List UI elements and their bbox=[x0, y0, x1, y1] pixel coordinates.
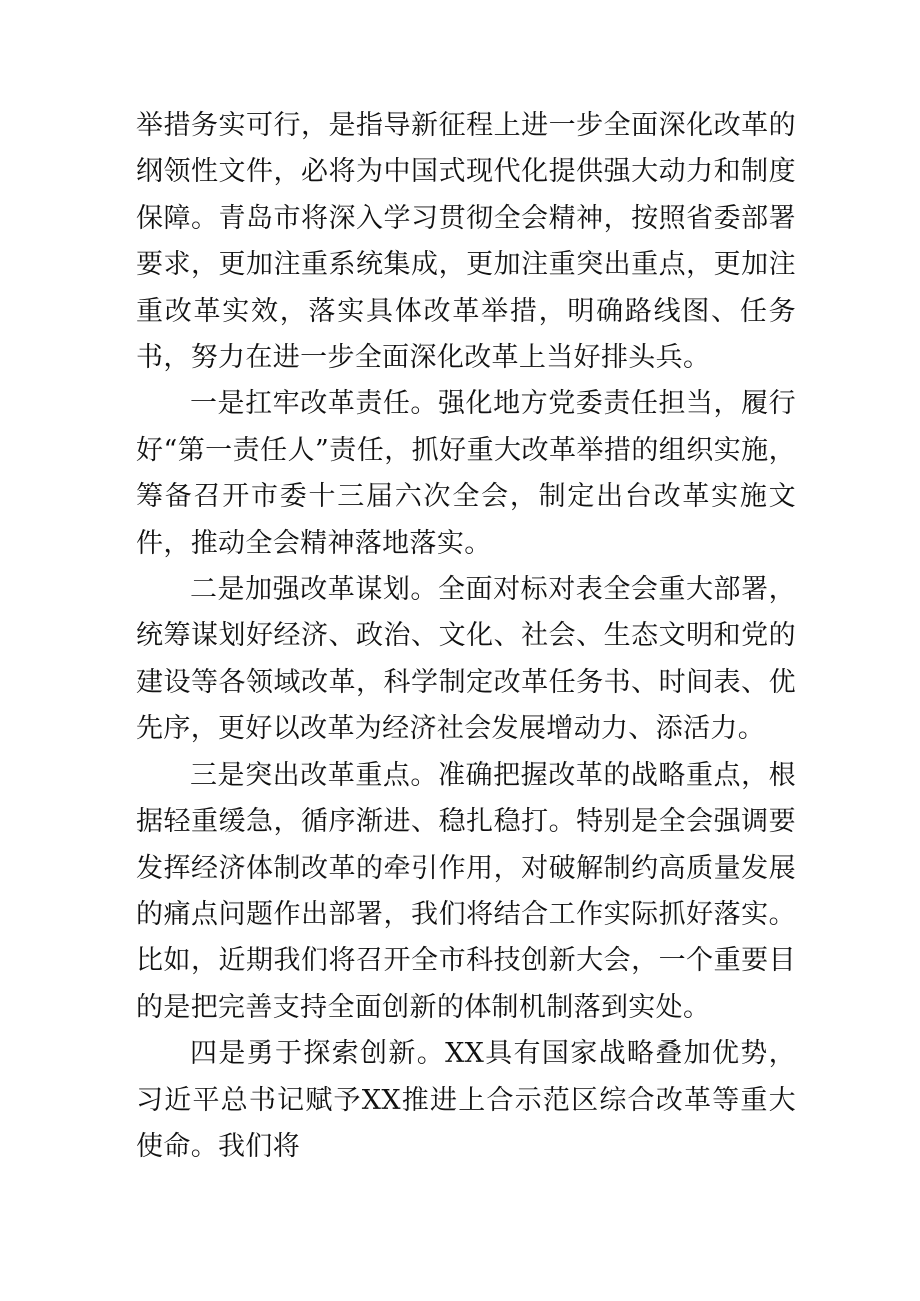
document-body bbox=[136, 103, 796, 1170]
paragraph-4: 三是突出改革重点。准确把握改革的战略重点，根据轻重缓急，循序渐进、稳扎稳打。特别是全会强调要发挥经济体制改革的牵引作用，对破解制约高质量发展的痛点问题作出部署，我们将结合工作实际抓好落实。比如，近期我们将召开全市科技创新大会，一个重要目的是把完善支持全面创新的体制机制落到实处。 bbox=[136, 759, 796, 1023]
paragraph-3: 二是加强改革谋划。全面对标对表全会重大部署，统筹谋划好经济、政治、文化、社会、生态文明和党的建设等各领域改革，科学制定改革任务书、时间表、优先序，更好以改革为经济社会发展增动力、添活力。 bbox=[136, 574, 796, 745]
paragraph-1: 举措务实可行，是指导新征程上进一步全面深化改革的纲领性文件，必将为中国式现代化提供强大动力和制度保障。青岛市将深入学习贯彻全会精神，按照省委部署要求，更加注重系统集成，更加注重突出重点，更加注重改革实效，落实具体改革举措，明确路线图、任务书，努力在进一步全面深化改革上当好排头兵。 bbox=[136, 110, 796, 374]
paragraph-2: 一是扛牢改革责任。强化地方党委责任担当，履行好“第一责任人”责任，抓好重大改革举措的组织实施，筹备召开市委十三届六次全会，制定出台改革实施文件，推动全会精神落地落实。 bbox=[136, 388, 796, 559]
paragraph-5: 四是勇于探索创新。XX具有国家战略叠加优势，习近平总书记赋予XX推进上合示范区综合改革等重大使命。我们将 bbox=[136, 1038, 796, 1162]
